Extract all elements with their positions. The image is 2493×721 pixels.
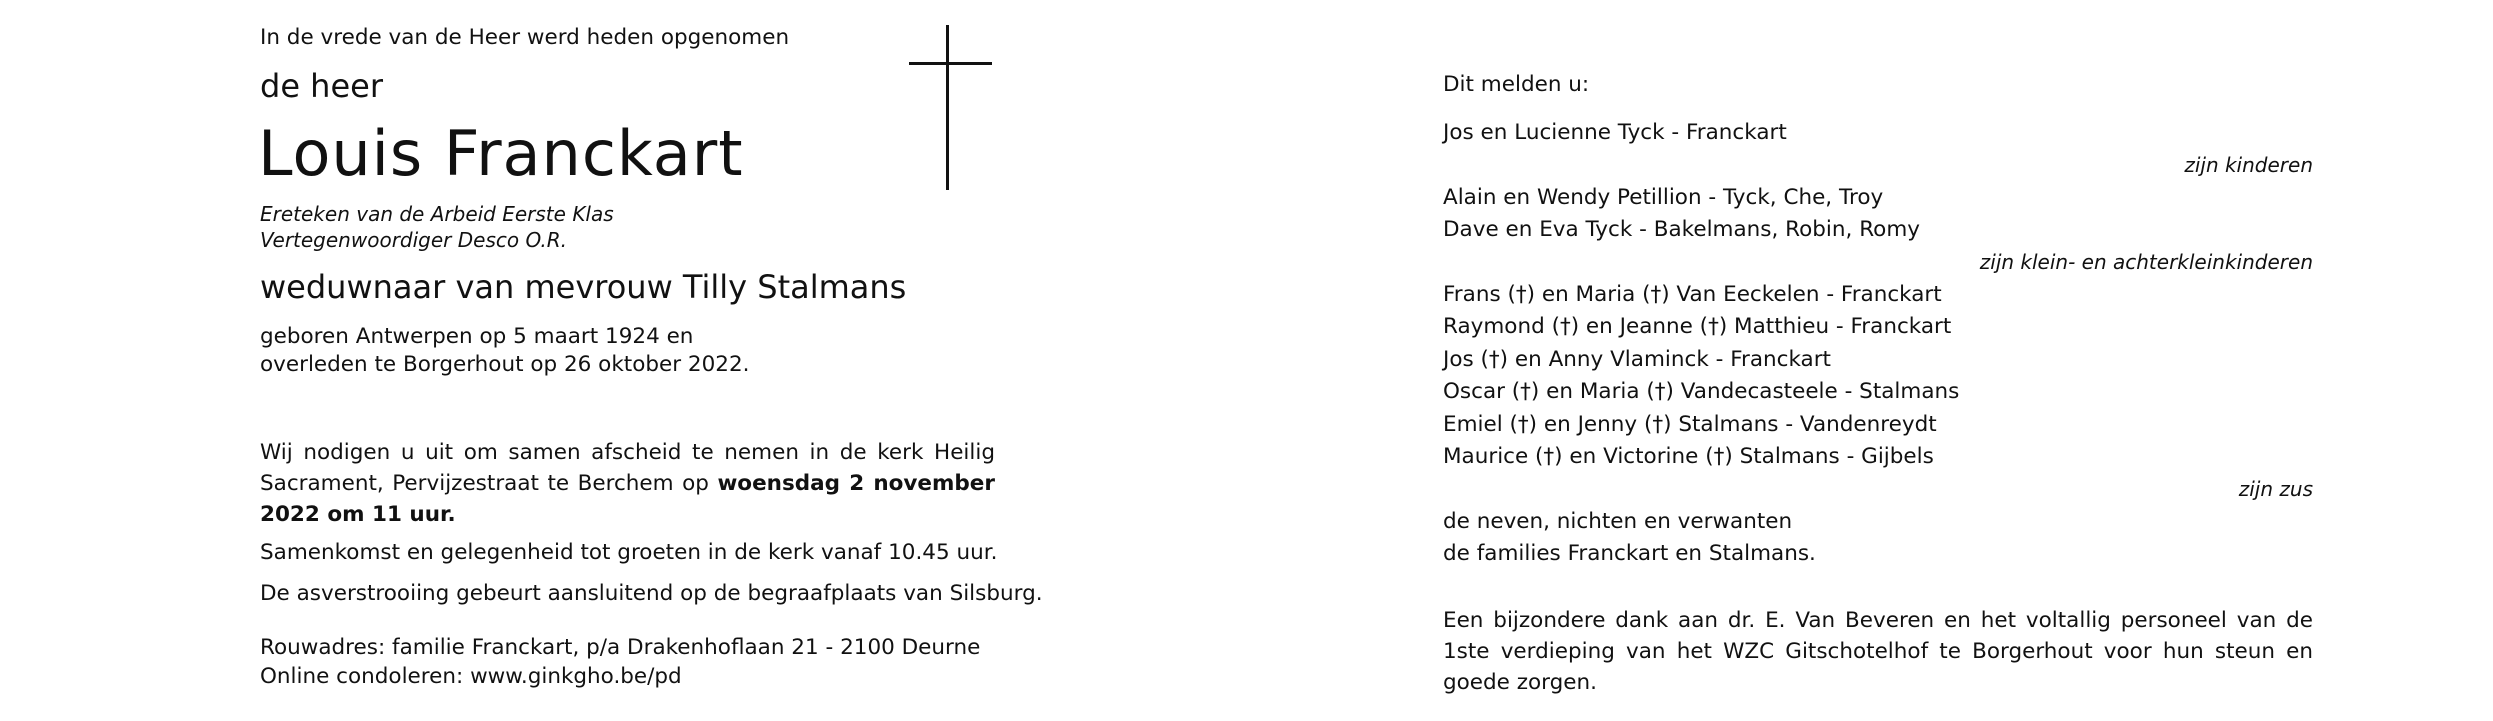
honor-1: Ereteken van de Arbeid Eerste Klas [260, 202, 614, 226]
online-condolences: Online condoleren: www.ginkgho.be/pd [260, 664, 682, 689]
sibling-2: Raymond (†) en Jeanne (†) Matthieu - Franckart [1443, 314, 1952, 339]
mourning-address: Rouwadres: familie Franckart, p/a Drakenhoflaan 21 - 2100 Deurne [260, 635, 981, 660]
gathering-text: Samenkomst en gelegenheid tot groeten in de kerk vanaf 10.45 uur. [260, 540, 998, 565]
others-1: de neven, nichten en verwanten [1443, 509, 1793, 534]
ashes-text: De asverstrooiing gebeurt aansluitend op de begraafplaats van Silsburg. [260, 581, 1043, 606]
invitation-date: woensdag 2 november 2022 om 11 uur. [260, 471, 995, 527]
grandchild-1: Alain en Wendy Petillion - Tyck, Che, Troy [1443, 185, 1884, 210]
grandchildren-label: zijn klein- en achterkleinkinderen [1979, 250, 2313, 274]
others-2: de families Franckart en Stalmans. [1443, 541, 1816, 566]
announce-text: Dit melden u: [1443, 72, 1590, 97]
child-1: Jos en Lucienne Tyck - Franckart [1443, 120, 1787, 145]
birth-line: geboren Antwerpen op 5 maart 1924 en [260, 324, 694, 349]
sibling-5: Emiel (†) en Jenny (†) Stalmans - Vandenreydt [1443, 412, 1937, 437]
sibling-3: Jos (†) en Anny Vlaminck - Franckart [1443, 347, 1831, 372]
sibling-1: Frans (†) en Maria (†) Van Eeckelen - Franckart [1443, 282, 1942, 307]
death-line: overleden te Borgerhout op 26 oktober 2022. [260, 352, 750, 377]
salutation: de heer [260, 67, 383, 105]
grandchild-2: Dave en Eva Tyck - Bakelmans, Robin, Romy [1443, 217, 1920, 242]
siblings-label: zijn zus [2238, 477, 2313, 501]
sibling-6: Maurice (†) en Victorine (†) Stalmans - Gijbels [1443, 444, 1934, 469]
thanks-paragraph: Een bijzondere dank aan dr. E. Van Beveren en het voltallig personeel van de 1ste verdieping van het WZC Gitschotelhof te Borgerhout voor hun steun en goede zorgen. [1443, 608, 2313, 695]
widower-line: weduwnaar van mevrouw Tilly Stalmans [260, 268, 907, 306]
children-label: zijn kinderen [2184, 153, 2313, 177]
deceased-name: Louis Franckart [258, 117, 744, 190]
invitation-text: Wij nodigen u uit om samen afscheid te nemen in de kerk Heilig Sacrament, Pervijzestraat te Berchem op [260, 440, 995, 496]
honor-2: Vertegenwoordiger Desco O.R. [260, 228, 568, 252]
intro-text: In de vrede van de Heer werd heden opgenomen [260, 25, 790, 50]
cross-horizontal-bar [909, 62, 992, 65]
sibling-4: Oscar (†) en Maria (†) Vandecasteele - Stalmans [1443, 379, 1960, 404]
invitation-paragraph [260, 437, 995, 530]
cross-vertical-bar [946, 25, 949, 190]
